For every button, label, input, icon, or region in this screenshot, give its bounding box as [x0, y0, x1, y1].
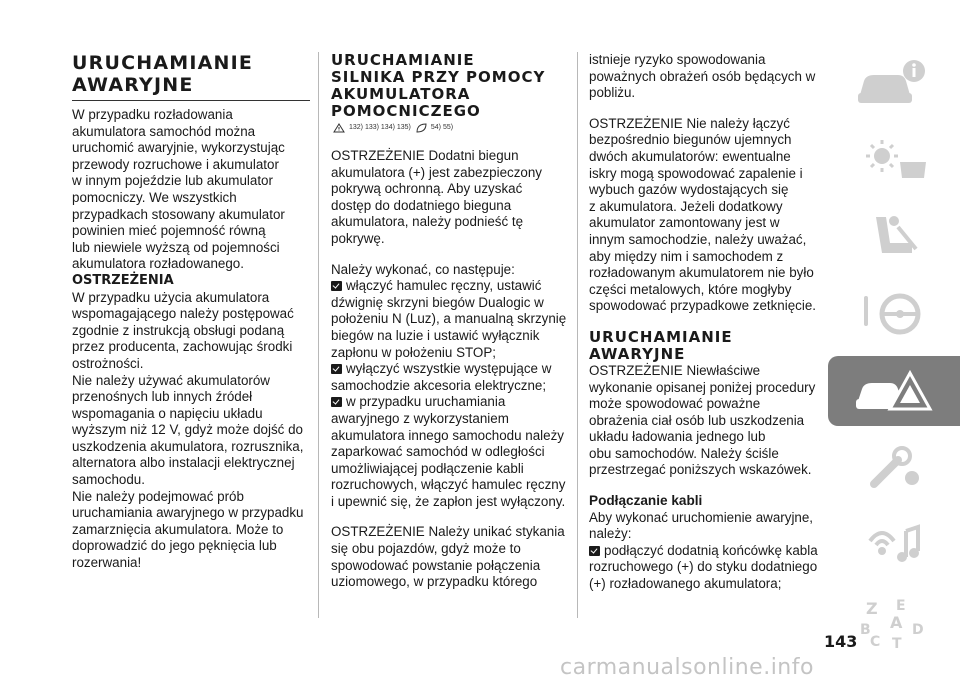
- section-title-line2: AWARYJNE: [589, 344, 686, 363]
- reference-numbers: 132) 133) 134) 135): [349, 124, 411, 131]
- text-line: akumulatora innego samochodu należy: [331, 427, 564, 443]
- multimedia-icon: [854, 517, 934, 573]
- car-warning-icon: [854, 363, 934, 419]
- maintenance-icon: [854, 440, 934, 496]
- text-line: może spowodować poważne: [589, 396, 761, 412]
- text-line: podłączyć dodatnią końcówkę kabla: [604, 542, 818, 558]
- text-line: uruchomić awaryjnie, wykorzystując: [72, 140, 285, 156]
- text-line: akumulatora, należy podnieść tę: [331, 214, 524, 230]
- text-line: umożliwiającej podłączenie kabli: [331, 460, 524, 476]
- text-line: części metalowych, które mogłyby: [589, 281, 792, 297]
- text-line: awaryjnego z wykorzystaniem: [331, 410, 509, 426]
- text-line: innym samochodzie, należy uważać,: [589, 231, 807, 247]
- spacer: [589, 315, 821, 329]
- column-1: [72, 52, 310, 572]
- text-line: akumulatora (+) jest zabezpieczony: [331, 164, 543, 180]
- watermark: carmanualsonline.info: [560, 655, 814, 680]
- checkbox-bullet-icon: [331, 281, 342, 291]
- warning-triangle-icon: [333, 123, 345, 133]
- text-line: obrażenia ciał osób lub uszkodzenia: [589, 412, 805, 428]
- column-2: [331, 52, 568, 591]
- spacer: [589, 102, 821, 116]
- continued-paragraph: [589, 52, 821, 102]
- text-line: zamarznięcia akumulatora. Może to: [72, 521, 284, 537]
- steering-wheel-icon: [854, 286, 934, 342]
- reference-marks: [333, 122, 568, 134]
- warning-2: [72, 373, 310, 489]
- warning-paragraph-2: [589, 363, 821, 479]
- instructions-intro: [589, 510, 821, 543]
- text-line: spowodować przypadkowe zetknięcie.: [589, 298, 817, 314]
- section-title-line3: AKUMULATORA: [331, 85, 471, 103]
- text-line: doprowadzić do jego pęknięcia lub: [72, 538, 277, 554]
- section-title-line1: URUCHAMIANIE: [331, 51, 475, 69]
- text-line: poważnych obrażeń osób będących w: [589, 68, 816, 84]
- text-line: położeniu N (Luz), a manualną skrzynię: [331, 311, 567, 327]
- text-line: pokrywę.: [331, 230, 385, 246]
- text-line: W przypadku rozładowania: [72, 107, 233, 122]
- text-line: samochodu.: [72, 472, 145, 488]
- text-line: spowodować powstanie połączenia: [331, 557, 541, 573]
- warning-1: [72, 290, 310, 373]
- text-line: pomocniczy. We wszystkich: [72, 189, 237, 205]
- column-divider: [577, 52, 578, 618]
- text-line: W przypadku użycia akumulatora: [72, 289, 270, 305]
- warning-paragraph: [589, 116, 821, 315]
- text-line: OSTRZEŻENIE Niewłaściwe: [589, 362, 761, 378]
- column-divider: [318, 52, 319, 618]
- text-line: włączyć hamulec ręczny, ustawić: [346, 278, 542, 294]
- text-line: alternatora albo instalacji elektrycznej: [72, 455, 295, 471]
- text-line: wybuch gazów wydostających się: [589, 182, 789, 198]
- text-line: przez producenta, zachowując środki: [72, 339, 293, 355]
- text-line: OSTRZEŻENIE Nie należy łączyć: [589, 115, 790, 131]
- text-line: obu samochodów. Należy ściśle: [589, 445, 779, 461]
- step-2: [331, 361, 568, 394]
- text-line: przenośnych lub innych źródeł: [72, 389, 253, 405]
- leaf-icon: [415, 123, 427, 133]
- index-letter: D: [912, 622, 924, 638]
- step-1: [589, 543, 821, 593]
- warning-3: [72, 489, 310, 572]
- text-line: dwóch akumulatorów: ewentualne: [589, 148, 791, 164]
- section-title-line2: SILNIKA PRZY POMOCY: [331, 68, 546, 86]
- page-number: 143: [824, 632, 858, 651]
- text-line: wykonanie opisanej poniżej procedury: [589, 379, 816, 395]
- index-letter: T: [892, 636, 902, 650]
- section-title-line1: URUCHAMIANIE: [589, 327, 733, 346]
- section-title-line4: POMOCNICZEGO: [331, 102, 481, 120]
- text-line: w przypadku uruchamiania: [346, 394, 506, 410]
- text-line: biegów na luzie i ustawić wyłącznik: [331, 327, 540, 343]
- text-line: wspomagającego należy postępować: [72, 306, 294, 322]
- step-3: [331, 394, 568, 510]
- text-line: wyższym niż 12 V, gdyż może dojść do: [72, 422, 303, 438]
- tab-multimedia[interactable]: [828, 510, 960, 580]
- text-line: Nie należy podejmować prób: [72, 488, 244, 504]
- text-line: i upewnić się, że zapłon jest wyłączony.: [331, 493, 566, 509]
- checkbox-bullet-icon: [331, 364, 342, 374]
- index-letters-icon: [854, 594, 934, 650]
- text-line: akumulatora samochód można: [72, 123, 256, 139]
- spacer: [331, 248, 568, 262]
- text-line: uszkodzenia akumulatora, rozrusznika,: [72, 438, 304, 454]
- steps-intro: Należy wykonać, co następuje:: [331, 261, 515, 277]
- index-letter: B: [860, 622, 871, 638]
- text-line: przypadkach stosowany akumulator: [72, 206, 285, 222]
- reference-numbers: 54) 55): [430, 124, 454, 131]
- car-info-icon: [854, 55, 934, 111]
- text-line: lub niewiele wyższą od pojemności: [72, 239, 280, 255]
- intro-paragraph: [72, 107, 310, 273]
- spacer: [589, 479, 821, 493]
- spacer: [331, 134, 568, 148]
- text-line: rozruchowych, włączyć hamulec ręczny: [331, 477, 566, 493]
- text-line: należy:: [589, 526, 632, 542]
- tab-emergency[interactable]: [828, 356, 960, 426]
- step-1: [331, 278, 568, 361]
- index-letter: C: [870, 634, 881, 650]
- index-letter: A: [890, 613, 903, 632]
- text-line: OSTRZEŻENIE Należy unikać stykania: [331, 524, 565, 540]
- text-line: iskry mogą spowodować zapalenie i: [589, 165, 803, 181]
- text-line: uziomowego, w przypadku którego: [331, 574, 538, 590]
- title-rule: [72, 100, 310, 101]
- warning-paragraph-2: [331, 524, 568, 590]
- text-line: przewody rozruchowe i akumulator: [72, 156, 279, 172]
- tab-maintenance[interactable]: [828, 433, 960, 503]
- text-line: (+) rozładowanego akumulatora;: [589, 576, 782, 592]
- text-line: z akumulatora. Jeżeli dodatkowy: [589, 198, 783, 214]
- text-line: OSTRZEŻENIE Dodatni biegun: [331, 148, 519, 163]
- index-letter: E: [896, 598, 906, 614]
- text-line: powinien mieć pojemność równą: [72, 223, 266, 239]
- dashboard-lights-icon: [854, 132, 934, 188]
- tab-steering-wheel[interactable]: [828, 279, 960, 349]
- text-line: się obu pojazdów, gdyż może to: [331, 541, 521, 557]
- text-line: samochodzie akcesoria elektryczne;: [331, 377, 547, 393]
- checkbox-bullet-icon: [589, 546, 600, 556]
- index-letter: Z: [866, 599, 878, 618]
- text-line: dźwignię skrzyni biegów Dualogic w: [331, 294, 544, 310]
- column-3: [589, 52, 821, 593]
- text-line: istnieje ryzyko spowodowania: [589, 52, 766, 67]
- text-line: zapłonu w położeniu STOP;: [331, 344, 497, 360]
- text-line: przestrzegać poniższych wskazówek.: [589, 462, 812, 478]
- text-line: Aby wykonać uruchomienie awaryjne,: [589, 509, 814, 525]
- airbag-seat-icon: [854, 209, 934, 265]
- text-line: Nie należy używać akumulatorów: [72, 372, 270, 388]
- text-line: akumulatora rozładowanego.: [72, 256, 244, 272]
- text-line: dostęp do dodatniego bieguna: [331, 197, 512, 213]
- text-line: rozerwania!: [72, 555, 142, 571]
- section-title-line1: URUCHAMIANIE: [72, 52, 254, 74]
- text-line: rozruchowego (+) do styku dodatniego: [589, 559, 818, 575]
- spacer: [331, 510, 568, 524]
- warning-paragraph: [331, 148, 568, 248]
- tab-car-info[interactable]: [828, 48, 960, 118]
- text-line: bezpośrednio biegunów ujemnych: [589, 132, 792, 148]
- checkbox-bullet-icon: [331, 397, 342, 407]
- tab-airbag-seat[interactable]: [828, 202, 960, 272]
- text-line: akumulator zamontowany jest w: [589, 215, 780, 231]
- subheading: Podłączanie kabli: [589, 493, 703, 509]
- section-title-line2: AWARYJNE: [72, 74, 194, 96]
- text-line: pokrywą ochronną. Aby uzyskać: [331, 181, 523, 197]
- text-line: wyłączyć wszystkie występujące w: [346, 361, 552, 377]
- text-line: wspomagania o napięciu układu: [72, 405, 263, 421]
- text-line: rozładowanym akumulatorem nie było: [589, 265, 814, 281]
- chapter-tabs: [828, 48, 960, 664]
- text-line: pobliżu.: [589, 85, 636, 101]
- warnings-label: OSTRZEŻENIA: [72, 272, 174, 288]
- text-line: w innym pojeździe lub akumulator: [72, 173, 273, 189]
- text-line: zgodnie z instrukcją obsługi podaną: [72, 322, 285, 338]
- text-line: układu ładowania jednego lub: [589, 429, 766, 445]
- text-line: ostrożności.: [72, 355, 144, 371]
- text-line: zaparkować samochód w odległości: [331, 444, 545, 460]
- tab-dashboard-lights[interactable]: [828, 125, 960, 195]
- text-line: aby między nim i samochodem z: [589, 248, 784, 264]
- text-line: uruchamiania awaryjnego w przypadku: [72, 505, 304, 521]
